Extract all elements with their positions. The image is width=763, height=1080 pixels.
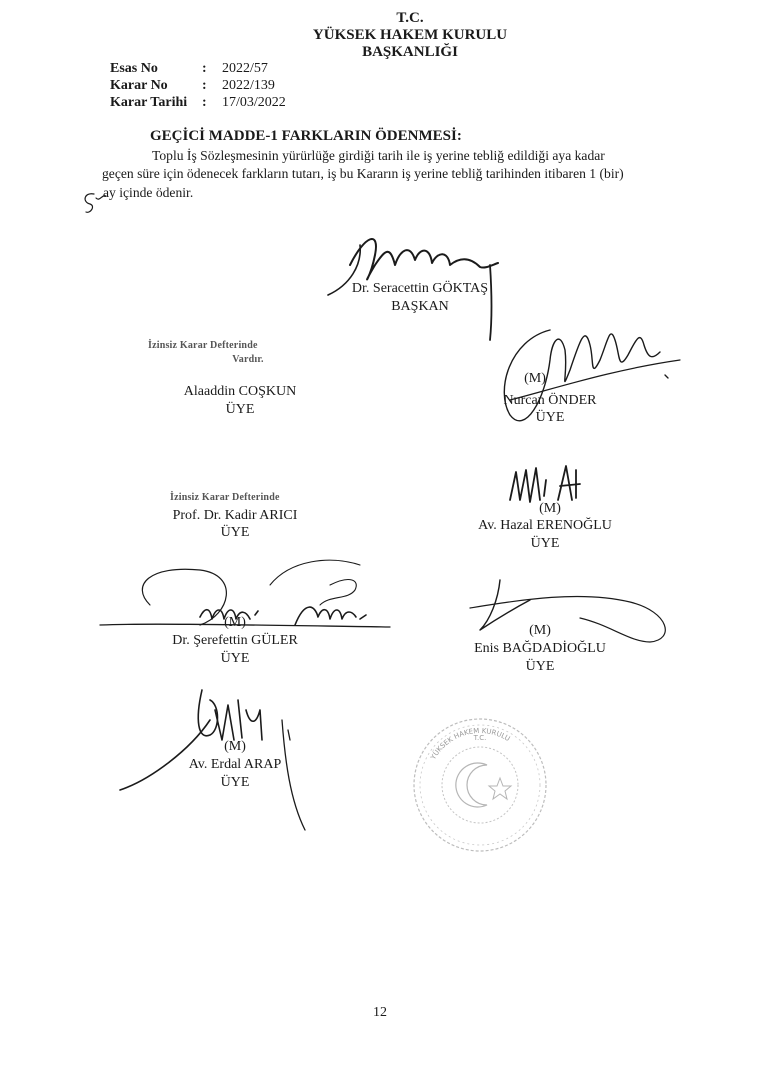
meta-value: 2022/139: [222, 78, 275, 93]
coskun-note-line-2: Vardır.: [232, 354, 264, 365]
signatory-name-arap: Av. Erdal ARAP: [188, 757, 282, 772]
signatory-name-coskun: Alaaddin COŞKUN: [183, 384, 297, 399]
meta-esas-no: [110, 60, 370, 77]
meta-key: Esas No: [110, 61, 158, 76]
coskun-note-line-1: İzinsiz Karar Defterinde: [148, 340, 258, 351]
signatory-role-guler: ÜYE: [220, 651, 250, 666]
signatory-mark-bagdadioglu: (M): [529, 623, 551, 638]
meta-value: 2022/57: [222, 61, 268, 76]
section-line-1: Toplu İş Sözleşmesinin yürürlüğe girdiği tarih ile iş yerine tebliğ edildiği aya kadar: [152, 148, 605, 163]
signatory-mark-arap: (M): [224, 739, 246, 754]
meta-colon: :: [202, 78, 207, 93]
header-presidency: BAŞKANLIĞI: [362, 44, 458, 60]
meta-colon: :: [202, 61, 207, 76]
meta-value: 17/03/2022: [222, 95, 286, 110]
signatory-role-arap: ÜYE: [220, 775, 250, 790]
signatory-name-onder: Nurcan ÖNDER: [503, 393, 597, 408]
arici-note: İzinsiz Karar Defterinde: [170, 492, 280, 503]
meta-key: Karar Tarihi: [110, 95, 188, 110]
section-line-3: ay içinde ödenir.: [103, 185, 194, 200]
signatory-role-erenoglu: ÜYE: [530, 536, 560, 551]
signatory-role-bagdadioglu: ÜYE: [525, 659, 555, 674]
signatory-name-guler: Dr. Şerefettin GÜLER: [172, 633, 298, 648]
signatory-mark-guler: (M): [224, 615, 246, 630]
section-title: GEÇİCİ MADDE-1 FARKLARIN ÖDENMESİ:: [150, 128, 462, 144]
header-institution: YÜKSEK HAKEM KURULU: [312, 27, 508, 43]
meta-karar-no: [110, 77, 370, 94]
signatory-name-bagdadioglu: Enis BAĞDADİOĞLU: [474, 641, 606, 656]
margin-initial-signature: [80, 188, 110, 218]
signatory-name-erenoglu: Av. Hazal ERENOĞLU: [478, 518, 612, 533]
signatory-role-onder: ÜYE: [535, 410, 565, 425]
signatory-name-arici: Prof. Dr. Kadir ARICI: [172, 508, 298, 523]
signatory-mark-onder: (M): [524, 371, 546, 386]
signatory-role-arici: ÜYE: [220, 525, 250, 540]
meta-karar-tarihi: [110, 94, 370, 111]
official-seal-stamp: [405, 710, 555, 860]
stamp-ring-text: YÜKSEK HAKEM KURULU: [429, 726, 512, 761]
signatory-role-goktas: BAŞKAN: [391, 299, 449, 314]
signatory-mark-erenoglu: (M): [539, 501, 561, 516]
stamp-top-text: T.C.: [473, 734, 487, 742]
signatory-role-coskun: ÜYE: [225, 402, 255, 417]
meta-key: Karar No: [110, 78, 168, 93]
meta-colon: :: [202, 95, 207, 110]
header-tc: T.C.: [396, 10, 424, 26]
signatory-name-goktas: Dr. Seracettin GÖKTAŞ: [351, 281, 489, 296]
page-number: 12: [373, 1005, 387, 1020]
section-line-2: geçen süre için ödenecek farkların tutarı, iş bu Kararın iş yerine tebliğ tarihinden itibaren 1 (bir): [102, 166, 624, 181]
